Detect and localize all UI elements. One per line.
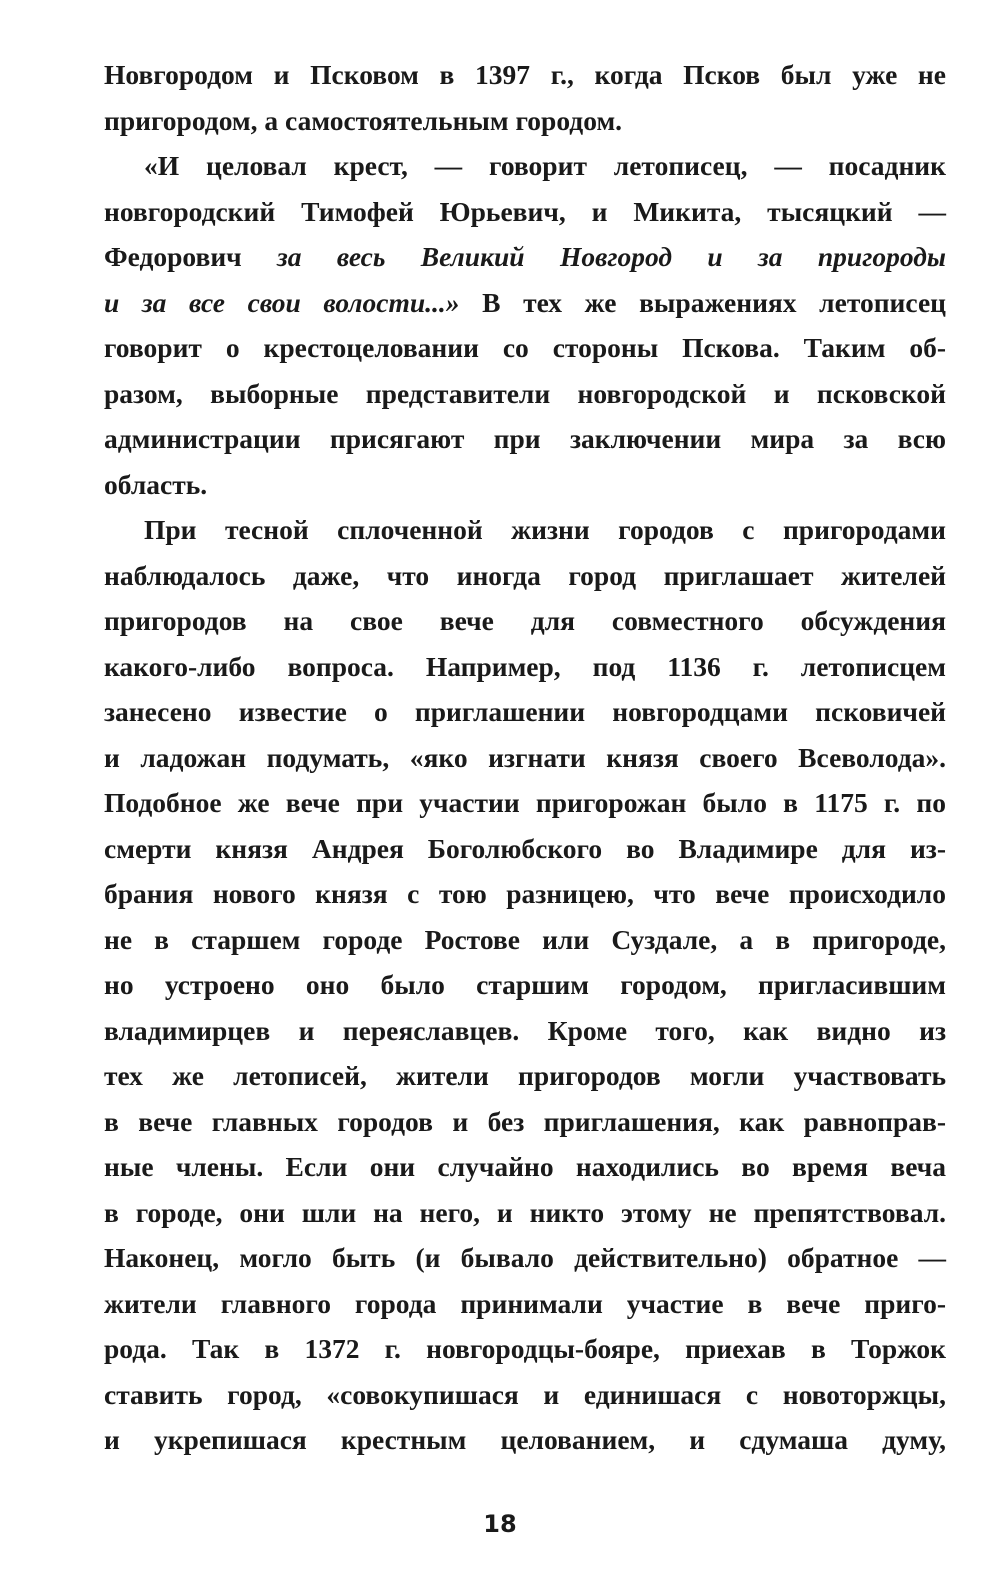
text-line xyxy=(104,1008,946,1054)
text-line xyxy=(104,689,946,735)
line-text: тех же летописей, жители пригородов могли участвовать xyxy=(104,1060,946,1091)
text-line xyxy=(104,234,946,280)
italic-quote-text: и за все свои волости...» xyxy=(104,286,460,318)
text-line xyxy=(104,1372,946,1418)
line-text: в городе, они шли на него, и никто этому не препятствовал. xyxy=(104,1196,946,1228)
text-line xyxy=(104,780,946,826)
text-line xyxy=(104,1099,946,1145)
text-line xyxy=(104,1235,946,1281)
line-text: Подобное же вече при участии пригорожан было в 1175 г. по xyxy=(104,787,946,818)
line-text: смерти князя Андрея Боголюбского во Владимире для из- xyxy=(104,832,946,864)
line-text: администрации присягают при заключении мира за всю xyxy=(104,423,946,454)
line-text: жители главного города принимали участие в вече приго- xyxy=(104,1287,946,1319)
text-line xyxy=(104,871,946,917)
line-text: в вече главных городов и без приглашения, как равноправ- xyxy=(104,1105,946,1137)
line-text: В тех же выражениях летописец xyxy=(459,286,946,318)
line-text: наблюдалось даже, что иногда город приглашает жителей xyxy=(104,559,946,591)
text-line xyxy=(104,917,946,963)
text-line xyxy=(104,416,946,462)
page-number: 18 xyxy=(483,1510,517,1538)
line-text: занесено известие о приглашении новгородцами псковичей xyxy=(104,696,946,727)
text-line xyxy=(104,1190,946,1236)
line-text: но устроено оно было старшим городом, пригласившим xyxy=(104,969,946,1000)
text-line xyxy=(104,52,946,98)
line-text: разом, выборные представители новгородской и псковской xyxy=(104,377,946,409)
line-text: ставить город, «совокупишася и единишася с новоторжцы, xyxy=(104,1378,946,1410)
text-line xyxy=(104,280,946,326)
text-line xyxy=(104,462,946,508)
line-text: ные члены. Если они случайно находились во время веча xyxy=(104,1151,946,1182)
line-text: говорит о крестоцеловании со стороны Пскова. Таким об- xyxy=(104,332,946,363)
line-text: рода. Так в 1372 г. новгородцы-бояре, приехав в Торжок xyxy=(104,1333,946,1364)
line-text: «И целовал крест, — говорит летописец, — посадник xyxy=(144,150,946,181)
text-line xyxy=(104,507,946,553)
line-text: и укрепишася крестным целованием, и сдумаша думу, xyxy=(104,1424,946,1455)
text-line xyxy=(104,325,946,371)
line-text: какого-либо вопроса. Например, под 1136 г. летописцем xyxy=(104,650,946,682)
line-text: не в старшем городе Ростове или Суздале, а в пригороде, xyxy=(104,923,946,955)
text-line xyxy=(104,826,946,872)
text-line xyxy=(104,1144,946,1190)
italic-quote-text: за весь Великий Новгород и за пригороды xyxy=(277,241,946,272)
line-text: и ладожан подумать, «яко изгнати князя своего Всеволода». xyxy=(104,741,946,773)
text-line xyxy=(104,962,946,1008)
text-line xyxy=(104,735,946,781)
line-text: Новгородом и Псковом в 1397 г., когда Псков был уже не xyxy=(104,59,946,90)
line-text: Наконец, могло быть (и бывало действительно) обратное — xyxy=(104,1242,946,1273)
book-page-text xyxy=(104,52,946,1463)
text-line xyxy=(104,644,946,690)
line-text: При тесной сплоченной жизни городов с пригородами xyxy=(144,514,946,545)
text-line xyxy=(104,1281,946,1327)
text-line xyxy=(104,371,946,417)
text-line xyxy=(104,1053,946,1099)
text-line xyxy=(104,598,946,644)
line-text: область. xyxy=(104,468,208,500)
line-text: пригородов на свое вече для совместного обсуждения xyxy=(104,605,946,636)
text-line xyxy=(104,553,946,599)
text-line xyxy=(104,143,946,189)
line-text: владимирцев и переяславцев. Кроме того, как видно из xyxy=(104,1014,946,1046)
text-line xyxy=(104,1417,946,1463)
text-line xyxy=(104,189,946,235)
line-text: новгородский Тимофей Юрьевич, и Микита, тысяцкий — xyxy=(104,195,946,227)
line-text: Федорович xyxy=(104,241,278,272)
line-text: брания нового князя с тою разницею, что вече происходило xyxy=(104,878,946,909)
line-text: пригородом, а самостоятельным городом. xyxy=(104,104,623,136)
text-line xyxy=(104,1326,946,1372)
text-line xyxy=(104,98,946,144)
